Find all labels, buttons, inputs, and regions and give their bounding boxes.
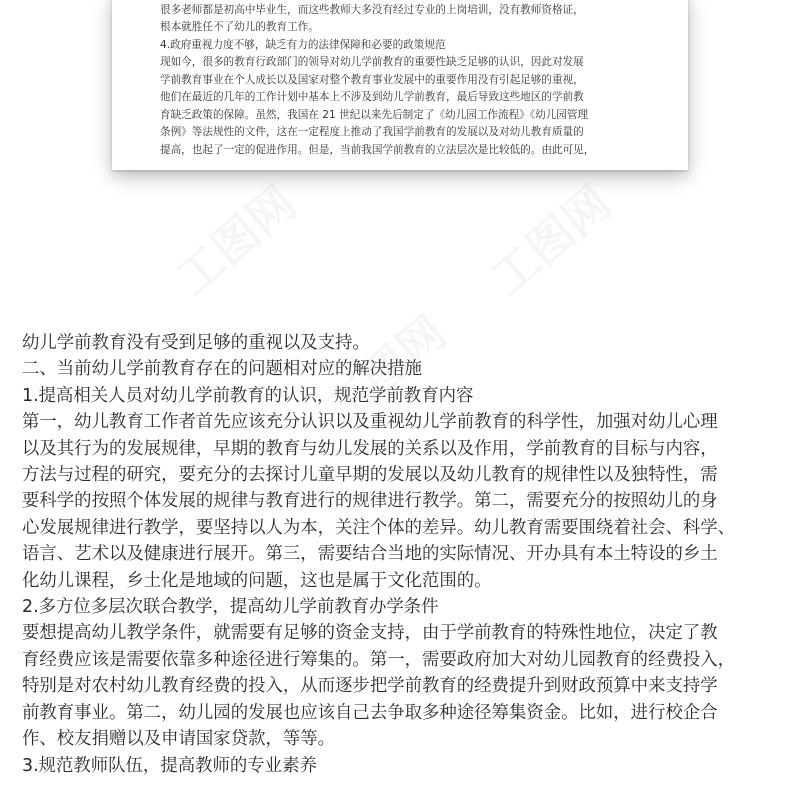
embedded-line: 根本就胜任不了幼儿的教育工作。	[160, 21, 319, 33]
paragraph-line: 育经费应该是需要依靠多种途径进行筹集的。第一，需要政府加大对幼儿园教育的经费投入，	[22, 649, 736, 670]
subsection-heading: 2.多方位多层次联合教学，提高幼儿学前教育办学条件	[22, 597, 439, 618]
paragraph-line: 要科学的按照个体发展的规律与教育进行的规律进行教学。第二，需要充分的按照幼儿的身	[22, 491, 718, 512]
subsection-heading: 1.提高相关人员对幼儿学前教育的认识，规范学前教育内容	[22, 385, 474, 406]
paragraph-line: 特别是对农村幼儿教育经费的投入，从而逐步把学前教育的经费提升到财政预算中来支持学	[22, 676, 718, 697]
paragraph-line: 以及其行为的发展规律，早期的教育与幼儿发展的关系以及作用，学前教育的目标与内容，	[22, 438, 718, 459]
paragraph-line: 第一，幼儿教育工作者首先应该充分认识以及重视幼儿学前教育的科学性，加强对幼儿心理	[22, 412, 718, 433]
embedded-line: 学前教育事业在个人成长以及国家对整个教育事业发展中的重要作用没有引起足够的重视，	[160, 73, 584, 86]
paragraph-line: 要想提高幼儿教学条件，就需要有足够的资金支持，由于学前教育的特殊性地位，决定了教	[22, 623, 718, 644]
section-heading: 二、当前幼儿学前教育存在的问题相对应的解决措施	[22, 359, 422, 380]
embedded-line: 现如今，很多的教育行政部门的领导对幼儿学前教育的重要性缺乏足够的认识，因此对发展	[160, 56, 584, 68]
paragraph-line: 化幼儿课程，乡土化是地域的问题，这也是属于文化范围的。	[22, 570, 492, 591]
paragraph-line: 前教育事业。第二，幼儿园的发展也应该自己去争取多种途径筹集资金。比如，进行校企合	[22, 702, 718, 723]
paragraph-line: 幼儿学前教育没有受到足够的重视以及支持。	[22, 333, 370, 353]
embedded-line: 育缺乏政策的保障。虽然，我国在 21 世纪以来先后制定了《幼儿园工作流程》《幼儿园管理	[160, 108, 589, 121]
embedded-line: 很多老师都是初高中毕业生，而这些教师大多没有经过专业的上岗培训，没有教师资格证，	[160, 3, 584, 16]
embedded-line: 条例》等法规性的文件，这在一定程度上推动了我国学前教育的发展以及对幼儿教育质量的	[160, 126, 584, 138]
embedded-line: 他们在最近的几年的工作计划中基本上不涉及到幼儿学前教育，最后导致这些地区的学前教	[160, 91, 584, 103]
document-body	[22, 330, 782, 779]
paragraph-line: 作、校友捐赠以及申请国家贷款，等等。	[22, 729, 336, 750]
paragraph-line: 心发展规律进行教学，要坚持以人为本，关注个体的差异。幼儿教育需要围绕着社会、科学、	[22, 517, 736, 538]
embedded-page-image	[112, 0, 688, 170]
subsection-heading: 3.规范教师队伍，提高教师的专业素养	[22, 755, 317, 776]
watermark-1	[160, 168, 308, 307]
paragraph-line: 语言、艺术以及健康进行展开。第三，需要结合当地的实际情况、开办具有本土特设的乡土	[22, 544, 718, 565]
embedded-heading: 4.政府重视力度不够，缺乏有力的法律保障和必要的政策规范	[160, 38, 446, 51]
paragraph-line: 方法与过程的研究，要充分的去探讨儿童早期的发展以及幼儿教育的规律性以及独特性，需	[22, 465, 718, 486]
embedded-page-text	[112, 0, 688, 159]
watermark-2	[475, 168, 623, 307]
embedded-line: 提高，也起了一定的促进作用。但是，当前我国学前教育的立法层次是比较低的。由此可见，	[160, 143, 595, 156]
